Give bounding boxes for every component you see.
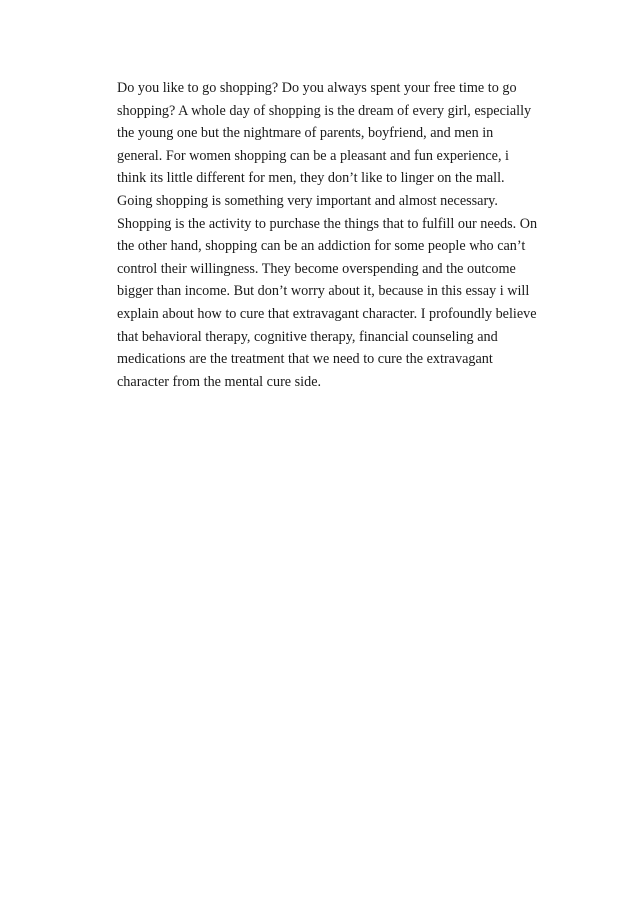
paragraph-line: shopping? A whole day of shopping is the dream of every girl, especially [117, 102, 532, 119]
essay-paragraph [117, 77, 577, 393]
paragraph-line: the young one but the nightmare of parents, boyfriend, and men in [117, 125, 494, 142]
paragraph-line: general. For women shopping can be a pleasant and fun experience, i [117, 147, 509, 164]
paragraph-line: medications are the treatment that we need to cure the extravagant [117, 351, 493, 368]
paragraph-line: control their willingness. They become overspending and the outcome [117, 260, 516, 277]
paragraph-line: Do you like to go shopping? Do you always spent your free time to go [117, 80, 517, 96]
paragraph-line: that behavioral therapy, cognitive therapy, financial counseling and [117, 328, 498, 345]
paragraph-line: character from the mental cure side. [117, 373, 322, 390]
paragraph-line: think its little different for men, they don’t like to linger on the mall. [117, 170, 505, 187]
paragraph-line: Shopping is the activity to purchase the things that to fulfill our needs. On [117, 215, 538, 232]
paragraph-line: the other hand, shopping can be an addiction for some people who can’t [117, 238, 526, 255]
paragraph-line: Going shopping is something very important and almost necessary. [117, 192, 498, 209]
paragraph-line: bigger than income. But don’t worry about it, because in this essay i will [117, 283, 530, 300]
paragraph-line: explain about how to cure that extravagant character. I profoundly believe [117, 305, 537, 322]
